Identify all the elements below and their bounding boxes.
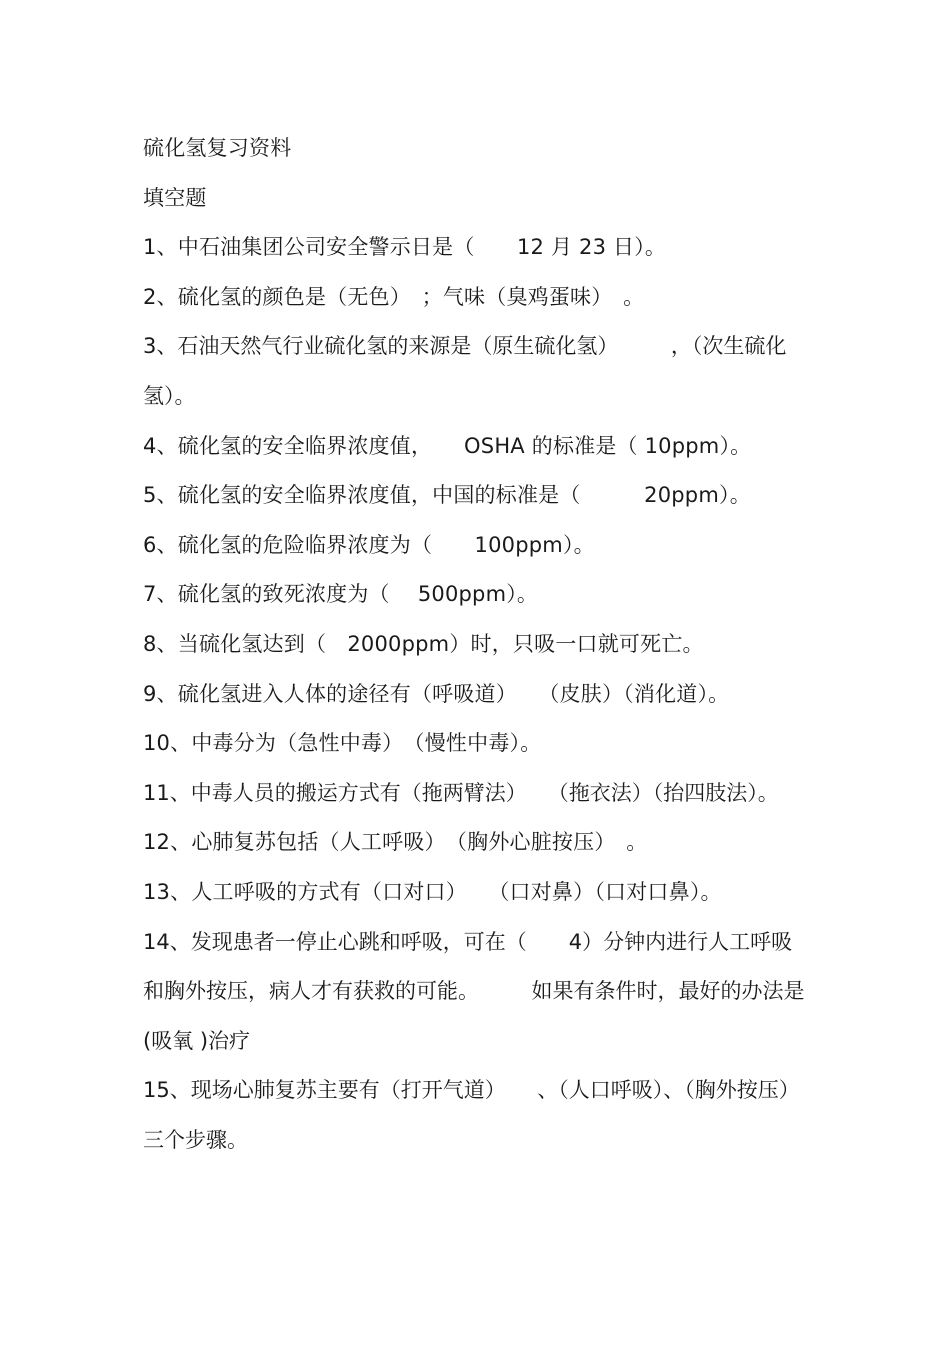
question-15: 15、现场心肺复苏主要有（打开气道） 、（人口呼吸）、（胸外按压）三个步骤。	[143, 1078, 800, 1152]
question-10: 10、中毒分为（急性中毒） （慢性中毒）。	[143, 731, 542, 756]
section-heading: 填空题	[143, 185, 207, 210]
question-1: 1、中石油集团公司安全警示日是（ 12 月 23 日）。	[143, 235, 667, 260]
document-title: 硫化氢复习资料	[143, 136, 292, 160]
question-7: 7、硫化氢的致死浓度为（ 500ppm）。	[143, 582, 539, 607]
question-2: 2、硫化氢的颜色是（无色） ；气味（臭鸡蛋味） 。	[143, 284, 645, 309]
question-8: 8、当硫化氢达到（ 2000ppm）时，只吸一口就可死亡。	[143, 631, 704, 656]
question-3: 3、石油天然气行业硫化氢的来源是（原生硫化氢） ，（次生硫化氢）。	[143, 334, 787, 408]
question-4: 4、硫化氢的安全临界浓度值， OSHA 的标准是（ 10ppm）。	[143, 433, 752, 458]
question-14: 14、发现患者一停止心跳和呼吸，可在（ 4）分钟内进行人工呼吸和胸外按压，病人才有获救的可能。 如果有条件时，最好的办法是 (吸氧 )治疗	[143, 929, 805, 1053]
document-content	[143, 124, 808, 1165]
question-12: 12、心肺复苏包括（人工呼吸） （胸外心脏按压） 。	[143, 830, 648, 855]
question-11: 11、中毒人员的搬运方式有（拖两臂法） （拖衣法）（抬四肢法）。	[143, 780, 779, 805]
question-5: 5、硫化氢的安全临界浓度值，中国的标准是（ 20ppm）。	[143, 483, 751, 508]
question-13: 13、人工呼吸的方式有（口对口） （口对鼻）（口对口鼻）。	[143, 879, 722, 904]
question-6: 6、硫化氢的危险临界浓度为（ 100ppm）。	[143, 532, 595, 557]
question-9: 9、硫化氢进入人体的途径有（呼吸道） （皮肤）（消化道）。	[143, 681, 730, 706]
